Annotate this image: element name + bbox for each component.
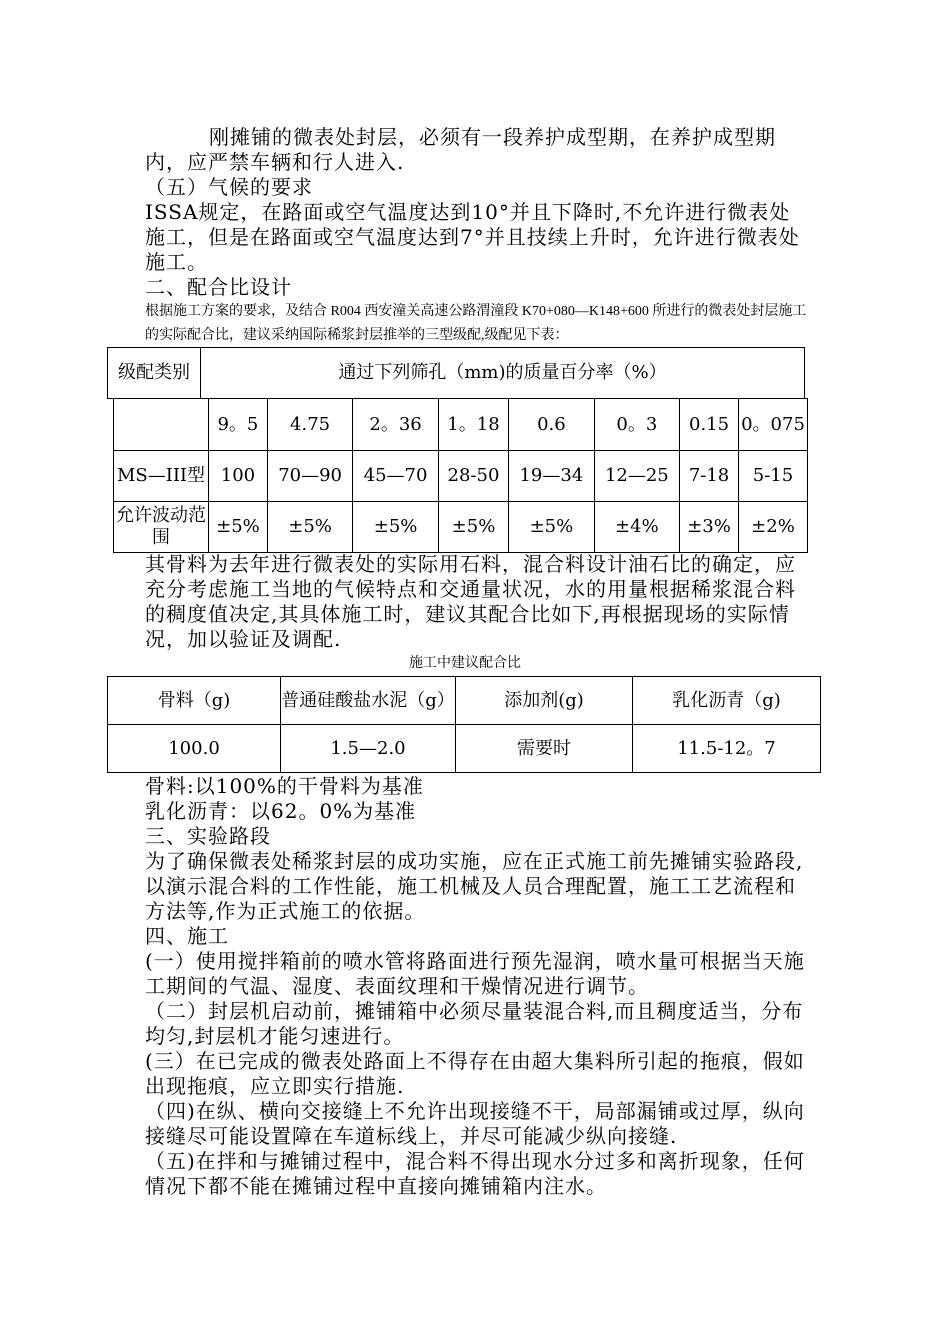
- ms3-cell: 100: [209, 451, 268, 502]
- mix-header-row: [108, 677, 821, 725]
- ms3-cell: 5-15: [739, 451, 808, 502]
- tolerance-cell: ±5%: [267, 502, 352, 553]
- mix-table-caption: 施工中建议配合比: [409, 656, 521, 671]
- header-grade-type: 级配类别: [108, 348, 201, 399]
- mix-header-cell: 乳化沥青（g): [633, 677, 821, 725]
- para-curing: 刚摊铺的微表处封层，必须有一段养护成型期，在养护成型期内，应严禁车辆和行人进入.: [145, 125, 776, 174]
- sieve-cell: 0.6: [509, 399, 594, 451]
- ms3-cell: 70—90: [267, 451, 352, 502]
- sieve-cell: 1。18: [438, 399, 508, 451]
- para-climate: ISSA规定，在路面或空气温度达到10°并且下降时,不允许进行微表处施工，但是在路面或空气温度达到7°并且技续上升时，允许进行微表处施工。: [145, 200, 800, 274]
- tolerance-row: [114, 502, 808, 553]
- ms3-cell: 28-50: [438, 451, 508, 502]
- sieve-blank: [114, 399, 209, 451]
- tolerance-label: 允许波动范围: [114, 502, 209, 553]
- mix-value-cell: 11.5-12。7: [633, 725, 821, 773]
- tolerance-cell: ±5%: [509, 502, 594, 553]
- sieve-cell: 9。5: [209, 399, 268, 451]
- mix-header-cell: 添加剂(g): [456, 677, 633, 725]
- ms3-cell: 7-18: [680, 451, 739, 502]
- construction-item-4: （四)在纵、横向交接缝上不允许出现接缝不干，局部漏铺或过厚，纵向接缝尽可能设置障在车道标线上，并尽可能减少纵向接缝.: [145, 1099, 805, 1148]
- sieve-row: [114, 399, 808, 451]
- tolerance-cell: ±5%: [209, 502, 268, 553]
- mix-header-cell: 骨料（g): [108, 677, 281, 725]
- sieve-cell: 0。3: [594, 399, 679, 451]
- ms3-cell: 12—25: [594, 451, 679, 502]
- grading-table-header: [107, 347, 805, 399]
- heading-construction: 四、施工: [145, 924, 229, 948]
- construction-item-1: (一）使用搅拌箱前的喷水管将路面进行预先湿润，喷水量可根据当天施工期间的气温、湿度、表面纹理和干燥情况进行调节。: [145, 949, 805, 998]
- ms3-row: [114, 451, 808, 502]
- tolerance-cell: ±5%: [438, 502, 508, 553]
- para-aggregate: 其骨料为去年进行微表处的实际用石料，混合料设计油石比的确定，应充分考虑施工当地的气候特点和交通量状况，水的用量根据稀浆混合料的稠度值决定,其具体施工时，建议其配合比如下,再根据现场的实际情况，加以验证及调配.: [145, 552, 796, 651]
- tolerance-cell: ±5%: [353, 502, 438, 553]
- heading-mix-design: 二、配合比设计: [145, 275, 292, 299]
- heading-climate: （五）气候的要求: [145, 175, 313, 199]
- mix-header-cell: 普通硅酸盐水泥（g）: [281, 677, 456, 725]
- grading-table: [113, 398, 808, 553]
- para-intro: 根据施工方案的要求，及结合 R004 西安潼关高速公路渭潼段 K70+080—K148+600 所进行的微表处封层施工的实际配合比，建议采纳国际稀浆封层推举的三型级配,级配见下表：: [145, 304, 807, 343]
- tolerance-cell: ±2%: [739, 502, 808, 553]
- mix-value-row: [108, 725, 821, 773]
- sieve-cell: 4.75: [267, 399, 352, 451]
- lower-content: [145, 774, 810, 1199]
- ms3-label: MS—III型: [114, 451, 209, 502]
- mix-value-cell: 1.5—2.0: [281, 725, 456, 773]
- ms3-cell: 19—34: [509, 451, 594, 502]
- note-aggregate: 骨料:以100%的干骨料为基准: [145, 774, 424, 798]
- tolerance-cell: ±3%: [680, 502, 739, 553]
- mix-value-cell: 需要时: [456, 725, 633, 773]
- construction-item-3: (三）在已完成的微表处路面上不得存在由超大集料所引起的拖痕，假如出现拖痕，应立即实行措施.: [145, 1049, 805, 1098]
- ms3-cell: 45—70: [353, 451, 438, 502]
- para-test-section: 为了确保微表处稀浆封层的成功实施，应在正式施工前先摊铺实验路段,以演示混合料的工作性能，施工机械及人员合理配置，施工工艺流程和方法等,作为正式施工的依据。: [145, 849, 804, 923]
- header-pass-rate: 通过下列筛孔（mm)的质量百分率（%）: [201, 348, 805, 399]
- tolerance-cell: ±4%: [594, 502, 679, 553]
- note-asphalt: 乳化沥青：以62。0%为基准: [145, 799, 417, 823]
- construction-item-2: （二）封层机启动前，摊铺箱中必须尽量装混合料,而且稠度适当，分布均匀,封层机才能匀速进行。: [145, 999, 804, 1048]
- heading-test-section: 三、实验路段: [145, 824, 271, 848]
- sieve-cell: 0。075: [739, 399, 808, 451]
- construction-item-5: （五)在拌和与摊铺过程中，混合料不得出现水分过多和离折现象，任何情况下都不能在摊铺过程中直接向摊铺箱内注水。: [145, 1149, 805, 1198]
- sieve-cell: 2。36: [353, 399, 438, 451]
- sieve-cell: 0.15: [680, 399, 739, 451]
- mix-value-cell: 100.0: [108, 725, 281, 773]
- mix-table: [107, 676, 821, 773]
